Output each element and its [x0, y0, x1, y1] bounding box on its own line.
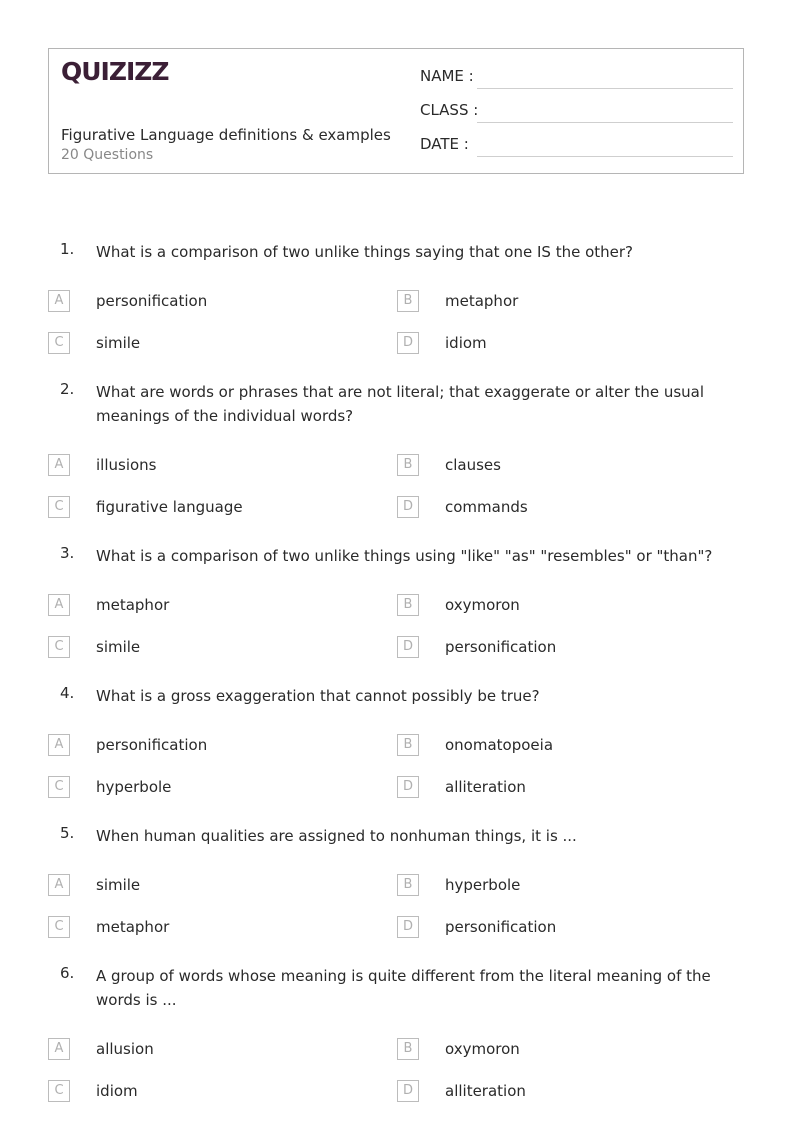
option-letter-box: B: [397, 874, 419, 896]
option-text: onomatopoeia: [445, 736, 554, 754]
name-label: NAME :: [420, 67, 474, 85]
option-text: simile: [96, 638, 141, 656]
option-text: metaphor: [96, 918, 170, 936]
option-text: personification: [96, 292, 208, 310]
option-letter-box: A: [48, 874, 70, 896]
question-number: 5.: [60, 824, 75, 842]
worksheet-title: Figurative Language definitions & examples: [61, 126, 391, 144]
option-text: alliteration: [445, 778, 526, 796]
option-text: alliteration: [445, 1082, 526, 1100]
option-letter-box: A: [48, 734, 70, 756]
option-letter-box: A: [48, 454, 70, 476]
quizizz-logo: QUIZIZZ: [61, 57, 169, 86]
option-letter-box: D: [397, 1080, 419, 1102]
option-text: personification: [96, 736, 208, 754]
option-letter-box: B: [397, 454, 419, 476]
option-text: commands: [445, 498, 528, 516]
question-text: When human qualities are assigned to nonhuman things, it is ...: [96, 827, 577, 845]
date-line[interactable]: [477, 156, 733, 157]
question-number: 4.: [60, 684, 75, 702]
option-text: oxymoron: [445, 596, 520, 614]
question-number: 1.: [60, 240, 75, 258]
option-text: oxymoron: [445, 1040, 520, 1058]
option-text: clauses: [445, 456, 501, 474]
option-letter-box: C: [48, 916, 70, 938]
option-text: simile: [96, 876, 141, 894]
question-text: A group of words whose meaning is quite different from the literal meaning of the words is ...: [96, 967, 711, 1009]
question-text: What is a comparison of two unlike things saying that one IS the other?: [96, 243, 634, 261]
option-letter-box: A: [48, 290, 70, 312]
option-text: idiom: [445, 334, 487, 352]
option-letter-box: A: [48, 1038, 70, 1060]
option-letter-box: D: [397, 916, 419, 938]
name-line[interactable]: [477, 88, 733, 89]
option-letter-box: D: [397, 332, 419, 354]
option-text: allusion: [96, 1040, 154, 1058]
option-text: figurative language: [96, 498, 243, 516]
question-number: 3.: [60, 544, 75, 562]
class-line[interactable]: [477, 122, 733, 123]
option-letter-box: C: [48, 776, 70, 798]
question-number: 6.: [60, 964, 75, 982]
class-field[interactable]: [420, 101, 733, 123]
option-text: idiom: [96, 1082, 138, 1100]
option-letter-box: A: [48, 594, 70, 616]
option-letter-box: C: [48, 496, 70, 518]
option-text: personification: [445, 638, 557, 656]
option-text: metaphor: [445, 292, 519, 310]
worksheet-header: [48, 48, 744, 174]
option-letter-box: B: [397, 594, 419, 616]
option-text: simile: [96, 334, 141, 352]
option-letter-box: D: [397, 776, 419, 798]
option-letter-box: B: [397, 1038, 419, 1060]
option-letter-box: B: [397, 734, 419, 756]
name-field[interactable]: [420, 67, 733, 89]
option-letter-box: C: [48, 332, 70, 354]
question-text: What are words or phrases that are not literal; that exaggerate or alter the usual meanings of the individual words?: [96, 383, 705, 425]
option-text: hyperbole: [445, 876, 521, 894]
option-text: hyperbole: [96, 778, 172, 796]
option-letter-box: D: [397, 496, 419, 518]
date-label: DATE :: [420, 135, 469, 153]
option-letter-box: C: [48, 1080, 70, 1102]
option-text: personification: [445, 918, 557, 936]
question-number: 2.: [60, 380, 75, 398]
question-count: 20 Questions: [61, 147, 154, 163]
option-letter-box: C: [48, 636, 70, 658]
question-text: What is a comparison of two unlike things using "like" "as" "resembles" or "than"?: [96, 547, 713, 565]
option-letter-box: D: [397, 636, 419, 658]
option-text: illusions: [96, 456, 157, 474]
option-text: metaphor: [96, 596, 170, 614]
question-text: What is a gross exaggeration that cannot possibly be true?: [96, 687, 540, 705]
date-field[interactable]: [420, 135, 733, 157]
class-label: CLASS :: [420, 101, 479, 119]
option-letter-box: B: [397, 290, 419, 312]
